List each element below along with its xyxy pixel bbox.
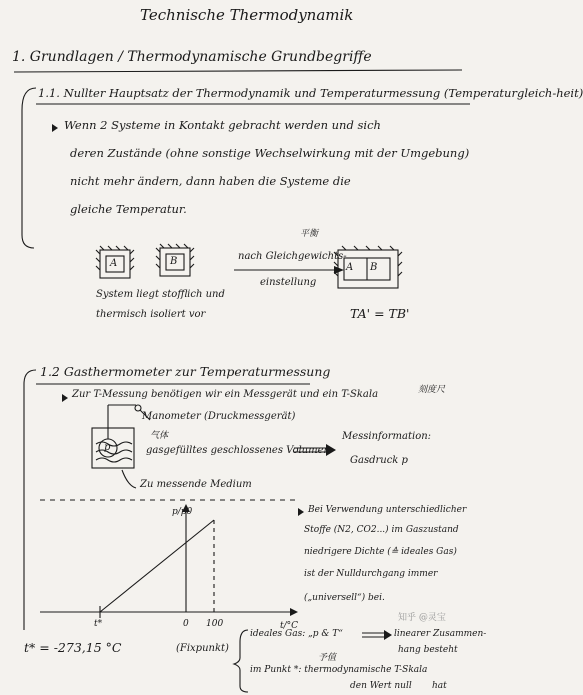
bullet-icon	[52, 124, 58, 132]
combined-a-label: A	[346, 262, 354, 273]
gas-p-label: p	[104, 442, 111, 453]
arrow-label-bottom: einstellung	[260, 277, 317, 288]
graph-x-label: t/°C	[280, 621, 299, 631]
page-title: Technische Thermodynamik	[140, 6, 354, 24]
bullet-line-1: Wenn 2 Systeme in Kontakt gebracht werden und sich	[64, 118, 381, 132]
conclusion-cn-note: 予值	[318, 653, 337, 663]
conclusion-1c: hang besteht	[398, 645, 458, 655]
note-line-4: ist der Nulldurchgang immer	[304, 569, 438, 579]
fixpunkt-label: (Fixpunkt)	[176, 643, 229, 654]
note-line-2: Stoffe (N2, CO2...) im Gaszustand	[304, 525, 459, 535]
bullet-line-2: deren Zustände (ohne sonstige Wechselwirkung mit der Umgebung)	[70, 146, 470, 160]
system-note-2: thermisch isoliert vor	[96, 309, 206, 320]
section-1-heading: 1. Grundlagen / Thermodynamische Grundbegriffe	[12, 49, 372, 65]
note-line-5: („universell“) bei.	[304, 593, 385, 603]
arrow-label-top: nach Gleichgewichts-	[238, 251, 347, 262]
watermark: 知乎 @灵宝	[398, 613, 446, 623]
graph-y-label: p/p0	[172, 507, 193, 517]
scale-cn-note: 刻度尺	[418, 385, 446, 395]
box-a-label: A	[110, 258, 118, 269]
conclusion-1b: linearer Zusammen-	[394, 629, 487, 639]
pressure-temperature-graph	[40, 500, 300, 618]
note-line-1: Bei Verwendung unterschiedlicher	[308, 505, 467, 515]
info-label-2: Gasdruck p	[350, 455, 408, 466]
system-note-1: System liegt stofflich und	[96, 289, 225, 300]
manometer-label: Manometer (Druckmessgerät)	[142, 411, 296, 422]
bracket-1-1	[22, 88, 36, 248]
section-1-1-heading: 1.1. Nullter Hauptsatz der Thermodynamik und Temperaturmessung (Temperaturgleich-heit)	[38, 86, 583, 100]
bracket-1-2	[24, 370, 36, 630]
tstar-equation: t* = -273,15 °C	[24, 640, 122, 655]
combined-b-label: B	[370, 262, 378, 273]
graph-tick-tstar: t*	[94, 619, 103, 629]
info-label-1: Messinformation:	[342, 431, 432, 442]
gas-volume-label: gasgefülltes geschlossenes Volumen	[146, 445, 330, 456]
section-1-2-heading: 1.2 Gasthermometer zur Temperaturmessung	[40, 364, 331, 379]
medium-label: Zu messende Medium	[140, 479, 252, 490]
graph-tick-0: 0	[183, 619, 189, 629]
temperature-equation: TA' = TB'	[350, 306, 410, 321]
graph-tick-100: 100	[206, 619, 224, 629]
bullet-icon-3	[298, 508, 304, 516]
bullet-line-4: gleiche Temperatur.	[70, 202, 187, 216]
conclusion-1a: ideales Gas: „p & T“	[250, 629, 343, 639]
tmessung-bullet: Zur T-Messung benötigen wir ein Messgerät und ein T-Skala	[72, 389, 379, 400]
conclusion-2a: im Punkt *: thermodynamische T-Skala	[250, 665, 428, 675]
arrow-cn-note: 平衡	[300, 229, 319, 239]
box-b-label: B	[170, 256, 178, 267]
heading-underline	[14, 70, 462, 72]
bullet-line-3: nicht mehr ändern, dann haben die Systeme die	[70, 174, 351, 188]
bullet-icon-2	[62, 394, 68, 402]
curly-brace	[234, 630, 248, 692]
note-line-3: niedrigere Dichte (≙ ideales Gas)	[304, 547, 457, 557]
gas-cn-note: 气体	[150, 431, 169, 441]
conclusion-2b: den Wert null	[350, 681, 412, 691]
conclusion-2c: hat	[432, 681, 447, 691]
